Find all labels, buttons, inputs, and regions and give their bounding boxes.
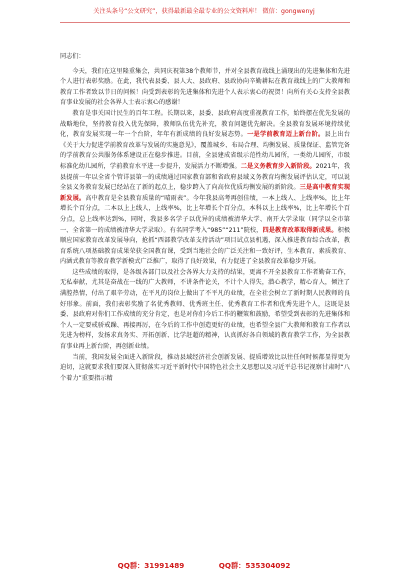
- highlight-highschool: 三是高中教育实现新发展。: [60, 184, 351, 202]
- qq-group-1: QQ群：31991489: [117, 561, 185, 570]
- qq-group-footer: [0, 561, 408, 571]
- achievements-text-c: 县上出台《关于大力促进学前教育改革与发展的实施意见》，覆盖城乡、布局合理、均衡发展、质量保证、监管完备的学前教育公共服务体系建设正在稳步推进。目前，全县建成省级示范性幼儿园所，一类幼儿园所，市级标准化幼儿园所，学前教育水平进一步提升，发展活力不断增强。: [60, 131, 351, 170]
- highlight-reform: 四是教育改革取得新成果。: [262, 226, 338, 234]
- document-body: [60, 52, 350, 384]
- highlight-preschool: 一是学前教育迈上新台阶。: [247, 131, 325, 139]
- paragraph-intro: 今天，我们在这里隆重集会，共同庆祝第38个教师节，并对全县教育战线上涌现出的先进集体和先进个人进行表彰奖励。在此，我代表县委、县人大、县政府、县政协向辛勤耕耘在教育战线上的广大教师和教育工作者致以节日的问候！向受到表彰的先进集体和先进个人表示衷心的祝贺！向所有关心支持全县教育事业发展的社会各界人士表示衷心的感谢！: [60, 67, 350, 107]
- achievements-text-g: 高中教育是全县教育质量的“晴雨表”。今年我县高考再创佳绩，一本上线人、上线率%，比上年增长个百分点，二本以上上线人，上线率%，比上年增长个百分点，本科以上上线率%，比上年增长个百分点，总上线率达到%，同时，我县多名学子以优异的成绩被清华大学、南开大学录取（同学以全市第一、全省第一的成绩被清华大学录取）。有名同学考入“985”“211”院校，: [60, 194, 351, 234]
- promo-header: 关注头条号“公文研究”，获得最新最全最专业的公文资料库！ 微信：gongwenyj: [93, 8, 315, 15]
- paragraph-current-stage: 当前，我国发展全面进入新阶段，推动县域经济社会创新发展、提质增效比以往任何时候都显得更为迫切，这就要求我们要深入贯彻落实习近平新时代中国特色社会主义思想以及习近平总书记视察甘肃时“八个着力”重要指示精: [60, 353, 350, 382]
- paragraph-achievements: [60, 109, 350, 268]
- achievements-text-a: 教育是事关国计民生的百年工程。长期以来，县委、县政府高度重视教育工作，始终摆在优先发展的战略地位，坚持教育投入优先保障，教师队伍优先补充，教育问题优先解决。全县教育发展环境持续优化，教育发展实现一年一个台阶，年年有新成绩的良好发展态势。: [60, 109, 350, 139]
- achievements-text-i: 积极顺应国家教育改革发展导向，抢抓“西部教学改革支持活动”项目试点县机遇，深入推进教育综合改革，教育系统八项基础教育成果荣获全国教育课，受到当地社会的广泛关注和一致好评，生本教育、素质教育、内涵式教育等教育教学新模式广泛推广，取得了良好效果，有力促进了全县教育改革稳步开展。: [60, 226, 351, 266]
- highlight-compulsory: 二是义务教育步入新阶段。: [240, 162, 316, 170]
- achievements-text-e: 2021年，我县提前一年以全省个管详县第一的成绩通过国家教育部和省政府县域义务教育均衡发展评估认定，可以说全县义务教育发展已经站在了新的起点上，稳步跨入了向高位优质均衡发展的新阶段。: [60, 162, 351, 192]
- header-divider: [60, 22, 350, 23]
- qq-group-2: QQ群：535304092: [218, 561, 291, 570]
- salutation: 同志们：: [60, 53, 85, 60]
- paragraph-commendation: 这些成绩的取得，是各级各部门以及社会各界大力支持的结果，更离不开全县教育工作者勤奋工作，无私奉献，尤其是奋战在一线的广大教师，不讲条件论关，不计个人得失，潜心教学，精心育人，倾注了满腔热情，付出了艰辛劳动，在平凡的岗位上做出了不平凡的业绩，在全社会树立了新时期人民教师的良好形象。前面，我们表彰奖励了名优秀教师、优秀班主任、优秀教育工作者和优秀先进个人，这既是县委、县政府对你们工作成绩的充分肯定，也是对你们今后工作的鞭策和鼓励，希望受到表彰的先进集体和个人一定要戒骄戒躁、再接再厉，在今后的工作中创造更好的业绩，也希望全县广大教师和教育工作者以先进为榜样，发扬求真务实、开拓创新、比学赶超的精神，认真抓好各自领域的教育教学工作，为全县教育事业再上新台阶，再创新业绩。: [60, 268, 350, 351]
